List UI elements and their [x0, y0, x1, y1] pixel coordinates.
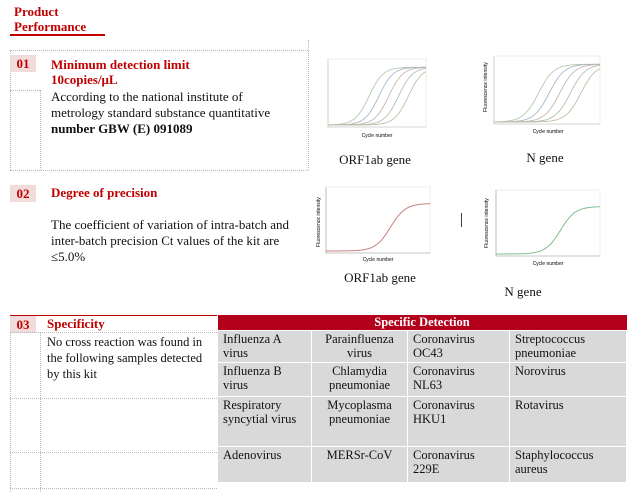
table-cell: Influenza A virus	[218, 331, 312, 363]
table-cell: Rotavirus	[510, 397, 627, 447]
x-axis-label: Cycle number	[532, 261, 564, 267]
section-title-line-2: 10copies/μL	[51, 72, 118, 87]
table-row	[218, 447, 627, 483]
x-axis-label: Cycle number	[361, 133, 393, 139]
section-title	[51, 57, 190, 87]
table-cell: Coronavirus HKU1	[408, 397, 510, 447]
amplification-chart-orf1ab	[320, 55, 430, 145]
divider	[10, 332, 217, 333]
table-cell: Streptococcus pneumoniae	[510, 331, 627, 363]
precision-chart-n-gene	[480, 186, 605, 271]
divider	[10, 398, 217, 399]
section-number: 02	[10, 185, 36, 202]
section-title: Specificity	[47, 316, 105, 331]
table-cell: Chlamydia pneumoniae	[312, 363, 408, 397]
table-cell: Mycoplasma pneumoniae	[312, 397, 408, 447]
x-axis-label: Cycle number	[362, 257, 394, 263]
divider	[10, 452, 217, 453]
divider	[10, 332, 11, 492]
section-title-line-1: Minimum detection limit	[51, 57, 190, 72]
x-axis-label: Cycle number	[532, 129, 564, 135]
y-axis-label: Fluorescence intensity	[483, 62, 489, 112]
table-row	[218, 363, 627, 397]
table-cell: MERSr-CoV	[312, 447, 408, 483]
chart-caption: ORF1ab gene	[344, 270, 416, 285]
divider	[40, 90, 41, 170]
chart-caption: N gene	[526, 150, 564, 165]
description-text: According to the national institute of metrology standard substance quantitative	[51, 89, 271, 120]
section-number: 01	[10, 55, 36, 72]
table-cell: Coronavirus 229E	[408, 447, 510, 483]
table-cell: Influenza B virus	[218, 363, 312, 397]
y-axis-label: Fluorescence intensity	[484, 198, 490, 248]
table-row	[218, 331, 627, 363]
header-line-2: Performance	[14, 19, 87, 34]
header-line-1: Product	[14, 4, 59, 19]
amplification-chart-n-gene	[480, 52, 605, 142]
separator-mark	[461, 213, 462, 227]
table-cell: Respiratory syncytial virus	[218, 397, 312, 447]
section-description: The coefficient of variation of intra-batch and inter-batch precision Ct values of the kit are ≤5.0%	[51, 217, 289, 264]
divider	[10, 488, 217, 489]
section-description: No cross reaction was found in the following samples detected by this kit	[47, 335, 203, 381]
chart-caption: ORF1ab gene	[339, 152, 411, 167]
table-cell: Parainfluenza virus	[312, 331, 408, 363]
table-cell: Coronavirus OC43	[408, 331, 510, 363]
divider	[10, 50, 308, 51]
precision-chart-orf1ab	[312, 183, 437, 268]
description-bold: number GBW (E) 091089	[51, 121, 193, 136]
table-cell: Coronavirus NL63	[408, 363, 510, 397]
table-cell: Norovirus	[510, 363, 627, 397]
table-cell: Staphylococcus aureus	[510, 447, 627, 483]
divider	[40, 332, 41, 492]
divider	[308, 40, 309, 170]
chart-caption: N gene	[504, 284, 542, 299]
header-rule	[10, 34, 105, 36]
section-number: 03	[10, 316, 36, 333]
divider	[10, 315, 217, 316]
section-description	[51, 89, 283, 137]
page-header	[14, 4, 86, 34]
divider	[10, 170, 308, 171]
y-axis-label: Fluorescence intensity	[316, 197, 322, 247]
specific-detection-table	[217, 315, 627, 483]
table-cell: Adenovirus	[218, 447, 312, 483]
section-title: Degree of precision	[51, 185, 158, 200]
table-row	[218, 397, 627, 447]
divider	[10, 90, 40, 91]
table-header: Specific Detection	[218, 315, 627, 331]
